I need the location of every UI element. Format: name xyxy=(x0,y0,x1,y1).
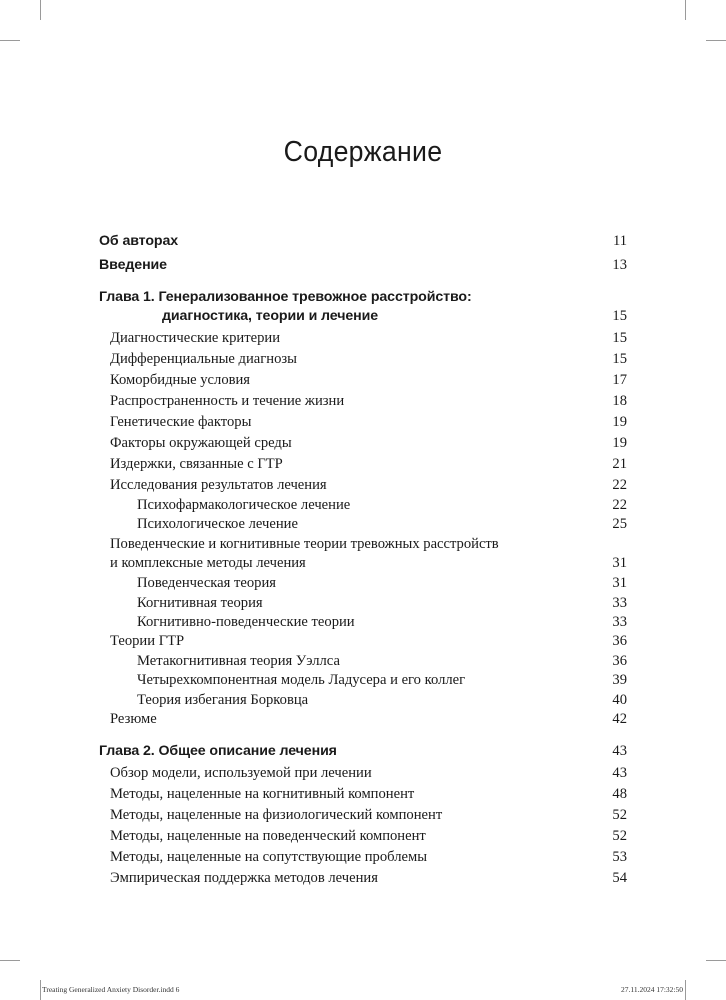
toc-entry[interactable] xyxy=(0,651,726,671)
toc-entry[interactable] xyxy=(0,534,726,554)
toc-entry-label: Обзор модели, используемой при лечении xyxy=(110,765,372,781)
toc-entry-label: Методы, нацеленные на сопутствующие проблемы xyxy=(110,849,427,865)
toc-entry-label: Глава 2. Общее описание лечения xyxy=(99,743,337,759)
toc-entry-page: 22 xyxy=(612,477,627,493)
toc-entry[interactable] xyxy=(0,475,726,495)
toc-entry-page: 39 xyxy=(612,672,627,688)
toc-entry-label: Методы, нацеленные на физиологический компонент xyxy=(110,807,443,823)
footer-file-info: Treating Generalized Anxiety Disorder.indd 6 xyxy=(42,985,180,994)
toc-entry-page: 33 xyxy=(612,595,627,611)
toc-entry[interactable] xyxy=(0,433,726,453)
toc-entry[interactable] xyxy=(0,763,726,783)
toc-entry-label: Распространенность и течение жизни xyxy=(110,393,345,409)
toc-entry-page: 43 xyxy=(612,765,627,781)
toc-entry-page: 40 xyxy=(612,692,627,708)
toc-entry-label: Глава 1. Генерализованное тревожное расстройство: xyxy=(99,289,472,305)
toc-entry-label: Теория избегания Борковца xyxy=(137,692,309,708)
toc-entry-label: Четырехкомпонентная модель Ладусера и его коллег xyxy=(137,672,466,688)
toc-entry-page: 54 xyxy=(612,870,627,886)
toc-entry-page: 42 xyxy=(612,711,627,727)
toc-entry-page: 36 xyxy=(612,633,627,649)
toc-entry[interactable] xyxy=(0,391,726,411)
toc-entry[interactable] xyxy=(0,495,726,515)
toc-entry-page: 11 xyxy=(612,233,627,249)
toc-entry-page: 48 xyxy=(612,786,627,802)
toc-entry-page: 52 xyxy=(612,807,627,823)
toc-entry-label: Издержки, связанные с ГТР xyxy=(110,456,283,472)
toc-entry-page: 17 xyxy=(612,372,627,388)
toc-entry[interactable] xyxy=(0,784,726,804)
toc-entry-label: Когнитивно-поведенческие теории xyxy=(137,614,355,630)
toc-entry[interactable] xyxy=(0,612,726,632)
toc-entry-page: 25 xyxy=(612,516,627,532)
toc-entry-label: Психофармакологическое лечение xyxy=(137,497,351,513)
toc-entry-chapter-1-cont[interactable] xyxy=(0,306,726,326)
toc-entry-label: диагностика, теории и лечение xyxy=(162,308,379,324)
toc-entry-label: Поведенческие и когнитивные теории тревожных расстройств xyxy=(110,536,499,552)
toc-entry-label: Когнитивная теория xyxy=(137,595,263,611)
toc-entry-label: Об авторах xyxy=(99,233,179,249)
toc-entry[interactable] xyxy=(0,670,726,690)
toc-entry[interactable] xyxy=(0,709,726,729)
toc-entry[interactable] xyxy=(0,412,726,432)
toc-entry[interactable] xyxy=(0,514,726,534)
toc-entry-page: 18 xyxy=(612,393,627,409)
toc-entry-chapter-2[interactable] xyxy=(0,741,726,761)
toc-entry[interactable] xyxy=(0,805,726,825)
toc-entry[interactable] xyxy=(0,690,726,710)
toc-entry[interactable] xyxy=(0,370,726,390)
toc-entry-page: 15 xyxy=(612,308,627,324)
toc-entry-page: 15 xyxy=(612,330,627,346)
toc-entry-label: Поведенческая теория xyxy=(137,575,276,591)
toc-entry-label: Коморбидные условия xyxy=(110,372,251,388)
toc-entry-label: Метакогнитивная теория Уэллса xyxy=(137,653,340,669)
toc-entry-page: 52 xyxy=(612,828,627,844)
toc-entry-label: Методы, нацеленные на когнитивный компонент xyxy=(110,786,415,802)
toc-entry[interactable] xyxy=(0,593,726,613)
toc-entry[interactable] xyxy=(0,454,726,474)
toc-entry[interactable] xyxy=(0,573,726,593)
toc-entry-page: 22 xyxy=(612,497,627,513)
toc-entry-label: Введение xyxy=(99,257,167,273)
toc-entry-page: 19 xyxy=(612,435,627,451)
toc-entry-page: 31 xyxy=(612,575,627,591)
footer-timestamp: 27.11.2024 17:32:50 xyxy=(620,985,683,994)
page-title: Содержание xyxy=(283,136,443,168)
toc-entry-label: Диагностические критерии xyxy=(110,330,281,346)
toc-entry-page: 13 xyxy=(612,257,627,273)
toc-entry-label: Эмпирическая поддержка методов лечения xyxy=(110,870,378,886)
toc-entry-label: Генетические факторы xyxy=(110,414,252,430)
toc-entry-label: Методы, нацеленные на поведенческий компонент xyxy=(110,828,426,844)
toc-entry[interactable] xyxy=(0,847,726,867)
toc-entry-page: 19 xyxy=(612,414,627,430)
toc-entry-label: Дифференциальные диагнозы xyxy=(110,351,297,367)
toc-entry-about-authors[interactable] xyxy=(0,231,726,251)
toc-entry-label: Теории ГТР xyxy=(110,633,185,649)
toc-entry-label: и комплексные методы лечения xyxy=(110,555,306,571)
toc-entry-label: Резюме xyxy=(110,711,157,727)
toc-entry-page: 33 xyxy=(612,614,627,630)
toc-entry[interactable] xyxy=(0,553,726,573)
toc-entry-page: 53 xyxy=(612,849,627,865)
toc-entry[interactable] xyxy=(0,868,726,888)
toc-entry-introduction[interactable] xyxy=(0,255,726,275)
toc-entry-page: 43 xyxy=(612,743,627,759)
toc-entry[interactable] xyxy=(0,328,726,348)
toc-entry[interactable] xyxy=(0,826,726,846)
toc-entry-label: Исследования результатов лечения xyxy=(110,477,327,493)
toc-entry-page: 36 xyxy=(612,653,627,669)
toc-entry-label: Психологическое лечение xyxy=(137,516,298,532)
toc-entry-page: 21 xyxy=(612,456,627,472)
toc-entry[interactable] xyxy=(0,349,726,369)
toc-entry-page: 15 xyxy=(612,351,627,367)
toc-entry[interactable] xyxy=(0,631,726,651)
toc-entry-chapter-1[interactable] xyxy=(0,287,726,307)
toc-entry-page: 31 xyxy=(612,555,627,571)
toc-entry-label: Факторы окружающей среды xyxy=(110,435,292,451)
